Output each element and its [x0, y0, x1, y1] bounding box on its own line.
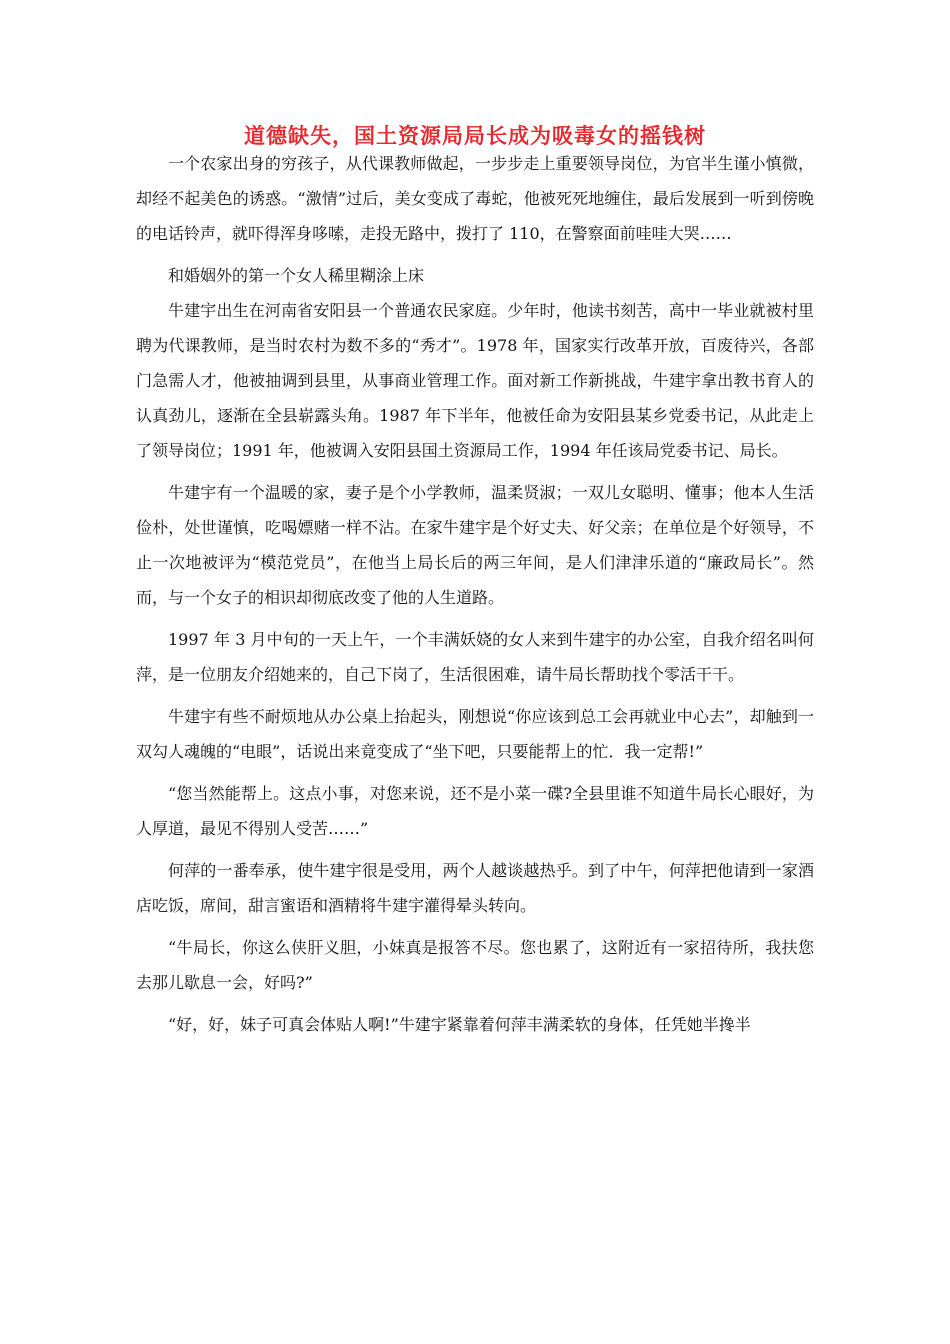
paragraph-intro: 一个农家出身的穷孩子，从代课教师做起，一步步走上重要领导岗位，为官半生谨小慎微，却经不起美色的诱惑。“激情”过后，美女变成了毒蛇，他被死死地缠住，最后发展到一听到傍晚的电话铃声，就吓得浑身哆嗦，走投无路中，拨打了 110，在警察面前哇哇大哭……	[136, 154, 814, 243]
paragraph: 何萍的一番奉承，使牛建宇很是受用，两个人越谈越热乎。到了中午，何萍把他请到一家酒店吃饭，席间，甜言蜜语和酒精将牛建宇灌得晕头转向。	[136, 861, 814, 915]
section-heading: 和婚姻外的第一个女人稀里糊涂上床	[168, 266, 425, 285]
article-body	[136, 146, 814, 1042]
paragraph: 1997 年 3 月中旬的一天上午，一个丰满妖娆的女人来到牛建宇的办公室，自我介绍名叫何萍，是一位朋友介绍她来的，自己下岗了，生活很困难，请牛局长帮助找个零活干干。	[136, 630, 814, 684]
paragraph: 牛建宇出生在河南省安阳县一个普通农民家庭。少年时，他读书刻苦，高中一毕业就被村里聘为代课教师，是当时农村为数不多的“秀才”。1978 年，国家实行改革开放，百废待兴，各部门急需人才，他被抽调到县里，从事商业管理工作。面对新工作新挑战，牛建宇拿出教书育人的认真劲儿，逐渐在全县崭露头角。1987 年下半年，他被任命为安阳县某乡党委书记，从此走上了领导岗位；1991 年，他被调入安阳县国土资源局工作，1994 年任该局党委书记、局长。	[136, 301, 814, 460]
paragraph: 牛建宇有些不耐烦地从办公桌上抬起头，刚想说“你应该到总工会再就业中心去”，却触到一双勾人魂魄的“电眼”，话说出来竟变成了“坐下吧，只要能帮上的忙．我一定帮!”	[136, 707, 814, 761]
paragraph: 牛建宇有一个温暖的家，妻子是个小学教师，温柔贤淑；一双儿女聪明、懂事；他本人生活俭朴，处世谨慎，吃喝嫖赌一样不沾。在家牛建宇是个好丈夫、好父亲；在单位是个好领导，不止一次地被评为“模范党员”，在他当上局长后的两三年间，是人们津津乐道的“廉政局长”。然而，与一个女子的相识却彻底改变了他的人生道路。	[136, 483, 814, 607]
article-title: 道德缺失，国土资源局局长成为吸毒女的摇钱树	[244, 123, 706, 148]
paragraph-dialogue: “好，好，妹子可真会体贴人啊!”牛建宇紧靠着何萍丰满柔软的身体，任凭她半搀半	[168, 1015, 751, 1034]
paragraph-dialogue: “您当然能帮上。这点小事，对您来说，还不是小菜一碟?全县里谁不知道牛局长心眼好，为人厚道，最见不得别人受苦……”	[136, 784, 814, 838]
paragraph-dialogue: “牛局长，你这么侠肝义胆，小妹真是报答不尽。您也累了，这附近有一家招待所，我扶您去那儿歇息一会，好吗?”	[136, 938, 814, 992]
